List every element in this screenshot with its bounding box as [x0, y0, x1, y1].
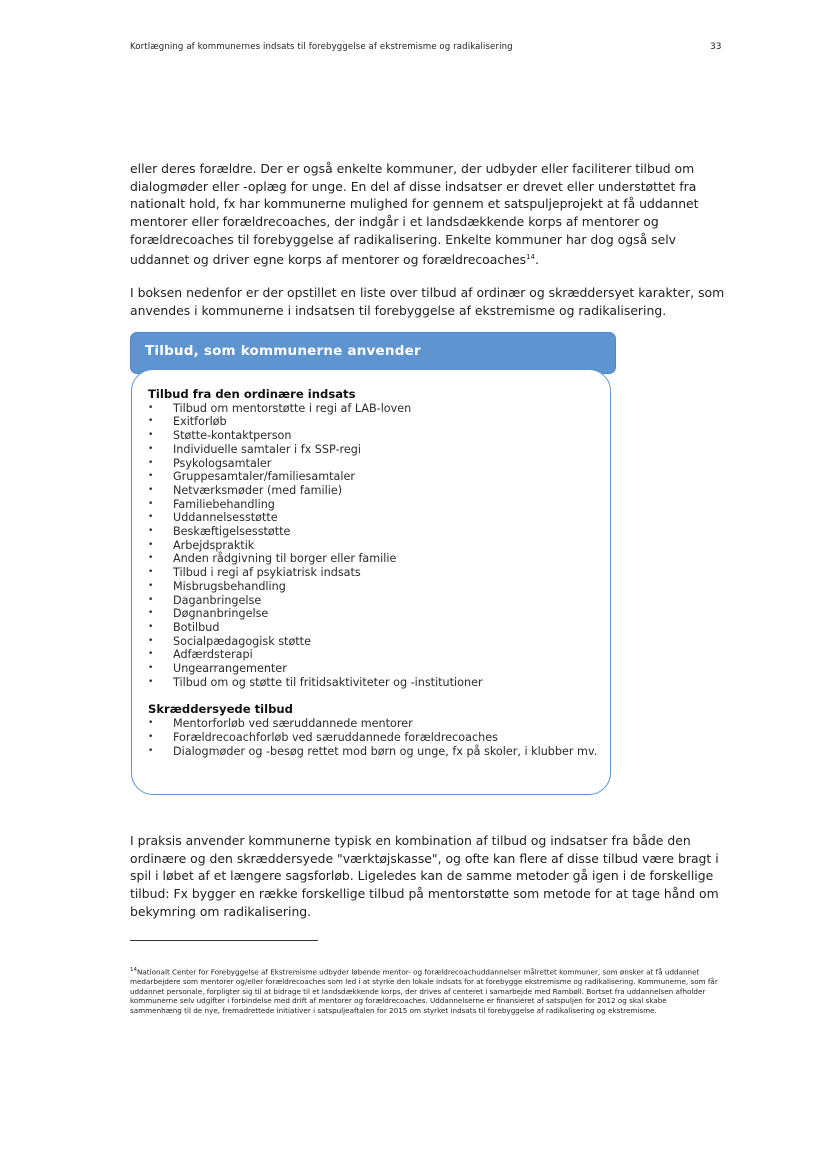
paragraph-text: eller deres forældre. Der er også enkelte kommuner, der udbyder eller faciliterer tilbud om dialogmøder eller -oplæg for unge. En del af disse indsatser er drevet eller understøttet fra nationalt hold, fx har kommunerne mulighed for gennem et satspuljeprojekt at få uddannet mentorer eller forældrecoaches, der indgår i et landsdækkende korps af mentorer og forældrecoaches til forebyggelse af radikalisering. Enkelte kommuner har dog også selv uddannet og driver egne korps af mentorer og forældrecoaches — [130, 161, 699, 267]
tailored-offers-list — [148, 717, 598, 758]
body-paragraph-2: I boksen nedenfor er der opstillet en liste over tilbud af ordinær og skræddersyet karakter, som anvendes i kommunerne i indsatsen til forebyggelse af ekstremisme og radikalisering. — [130, 285, 725, 318]
list-item: • Individuelle samtaler i fx SSP-regi — [148, 443, 598, 457]
list-item: • Psykologsamtaler — [148, 457, 598, 471]
list-item: • Beskæftigelsesstøtte — [148, 525, 598, 539]
list-item: • Misbrugsbehandling — [148, 580, 598, 594]
list-item: • Forældrecoachforløb ved særuddannede forældrecoaches — [148, 731, 598, 745]
list-item: • Tilbud om mentorstøtte i regi af LAB-loven — [148, 402, 598, 416]
list-item: • Tilbud om og støtte til fritidsaktiviteter og -institutioner — [148, 676, 598, 690]
info-box-title: Tilbud, som kommunerne anvender — [145, 343, 421, 359]
footnote-separator — [130, 940, 318, 941]
list-item: • Gruppesamtaler/familiesamtaler — [148, 470, 598, 484]
body-paragraph-3: I praksis anvender kommunerne typisk en kombination af tilbud og indsatser fra både den ordinære og den skræddersyede "værktøjskasse", og ofte kan flere af disse tilbud være bragt i spil i løbet af et længere sagsforløb. Ligeledes kan de samme metoder gå igen i de forskellige tilbud: Fx bygger en række forskellige tilbud på mentorstøtte som metode for at tage hånd om bekymring om radikalisering. — [130, 833, 719, 919]
list-item: • Familiebehandling — [148, 498, 598, 512]
list-item: • Tilbud i regi af psykiatrisk indsats — [148, 566, 598, 580]
ordinary-offers-heading: Tilbud fra den ordinære indsats — [148, 387, 356, 401]
footnote-reference[interactable]: 14 — [526, 252, 535, 261]
info-box-title-tab — [130, 332, 616, 374]
list-item: • Daganbringelse — [148, 594, 598, 608]
footnote — [130, 966, 718, 1015]
body-paragraph-1 — [130, 160, 728, 268]
footnote-text: Nationalt Center for Forebyggelse af Ekstremisme udbyder løbende mentor- og forældrecoachuddannelser målrettet kommuner, som ønsker at få uddannet medarbejdere som mentorer og/eller forældrecoaches som led i at styrke den lokale indsats for at forebygge ekstremisme og radikalisering. Kommunerne, som får uddannet personale, forpligter sig til at bidrage til et landsdækkende korps, der drives af centeret i samarbejde med Rambøll. Bortset fra uddannelsen afholder kommunerne selv udgifter i forbindelse med drift af mentorer og forældrecoaches. Uddannelserne er finansieret af satspuljen for 2012 og skal skabe sammenhæng til de nye, fremadrettede initiativer i satspuljeaftalen for 2015 om styrket indsats til forebyggelse af radikalisering og ekstremisme. — [130, 967, 718, 1015]
list-item: • Adfærdsterapi — [148, 648, 598, 662]
info-box-content — [148, 388, 598, 758]
list-item: • Mentorforløb ved særuddannede mentorer — [148, 717, 598, 731]
list-item: • Dialogmøder og -besøg rettet mod børn og unge, fx på skoler, i klubber mv. — [148, 745, 598, 759]
list-item: • Netværksmøder (med familie) — [148, 484, 598, 498]
ordinary-offers-list — [148, 402, 598, 690]
list-item: • Støtte-kontaktperson — [148, 429, 598, 443]
paragraph-end: . — [535, 251, 539, 267]
list-item: • Botilbud — [148, 621, 598, 635]
list-item: • Arbejdspraktik — [148, 539, 598, 553]
list-item: • Døgnanbringelse — [148, 607, 598, 621]
list-item: • Ungearrangementer — [148, 662, 598, 676]
running-header: Kortlægning af kommunernes indsats til forebyggelse af ekstremisme og radikalisering — [130, 42, 513, 52]
footnote-number: 14 — [130, 967, 137, 973]
list-item: • Anden rådgivning til borger eller familie — [148, 552, 598, 566]
list-item: • Uddannelsesstøtte — [148, 511, 598, 525]
page-number: 33 — [710, 42, 722, 52]
list-item: • Socialpædagogisk støtte — [148, 635, 598, 649]
list-item: • Exitforløb — [148, 415, 598, 429]
tailored-offers-heading: Skræddersyede tilbud — [148, 702, 293, 717]
